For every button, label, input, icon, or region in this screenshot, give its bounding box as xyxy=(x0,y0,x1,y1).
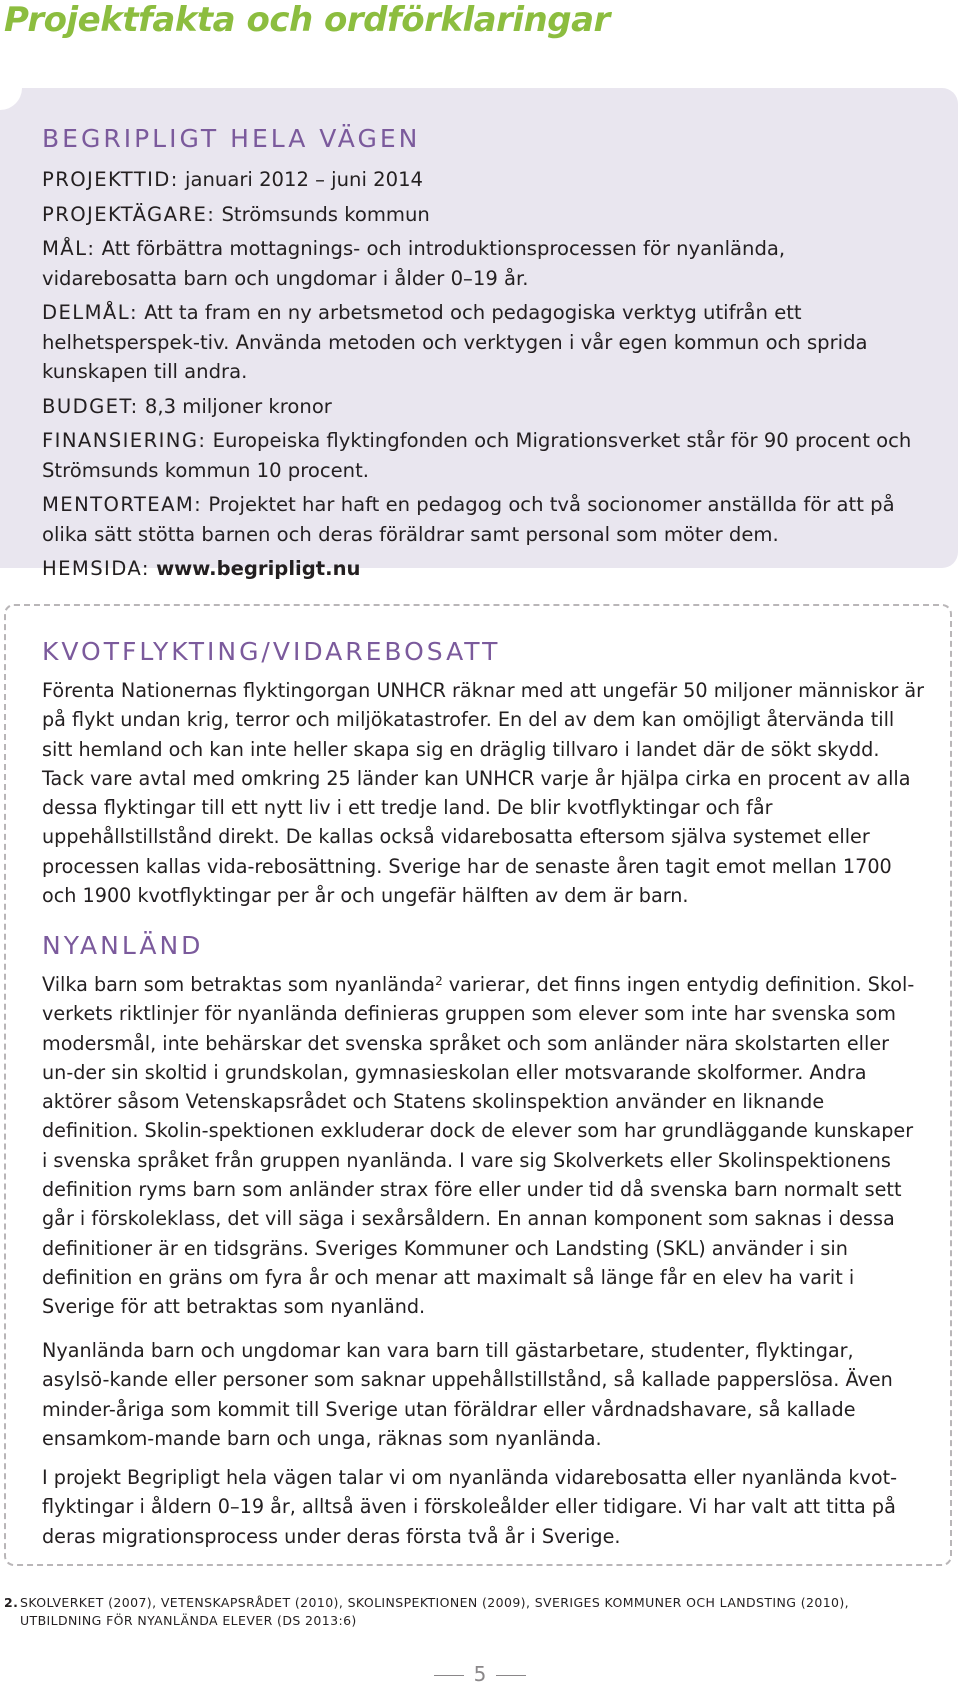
fact-text: 8,3 miljoner kronor xyxy=(138,394,332,418)
website-link[interactable]: www.begripligt.nu xyxy=(156,557,361,580)
website-label: HEMSIDA: xyxy=(42,557,150,580)
fact-item xyxy=(42,392,922,422)
nyanland-paragraph-2: Nyanlända barn och ungdomar kan vara barn till gästarbetare, studenter, flyktingar, asylsö-kande eller personer som saknar uppehållstillstånd, så kallade papperslösa. Även minder-åriga som kommit till Sverige utan föräldrar eller vårdnadshavare, så kallade ensamkom-mande barn och unga, räknas som nyanlända. xyxy=(42,1339,893,1450)
fact-item-website xyxy=(42,554,922,584)
kvotflykting-heading: KVOTFLYKTING/VIDAREBOSATT xyxy=(42,637,501,666)
fact-text: Att förbättra mottagnings- och introduktionsprocessen för nyanlända, vidarebosatta barn och ungdomar i ålder 0–19 år. xyxy=(42,237,786,290)
page-number xyxy=(0,1662,960,1686)
fact-label: DELMÅL: xyxy=(42,301,139,324)
fact-label: MENTORTEAM: xyxy=(42,493,203,516)
fact-item xyxy=(42,165,922,195)
fact-text: Projektet har haft en pedagog och två socionomer anställda för att på olika sätt stötta barnen och deras föräldrar samt personal som möter dem. xyxy=(42,493,895,546)
kvotflykting-text: Förenta Nationernas flyktingorgan UNHCR räknar med att ungefär 50 miljoner människor är på flykt undan krig, terror och miljökatastrofer. En del av dem kan omöjligt återvända till sitt hemland och kan inte heller skapa sig en dräglig tillvaro i landet där de sökt skydd. Tack vare avtal med omkring 25 länder kan UNHCR varje år hjälpa cirka en procent av alla dessa flyktingar till ett nytt liv i ett tredje land. De blir kvotflyktingar och får uppehållstillstånd direkt. De kallas också vidarebosatta eftersom själva systemet eller processen kallas vida-rebosättning. Sverige har de senaste åren tagit emot mellan 1700 och 1900 kvotflyktingar per år och ungefär hälften av dem är barn. xyxy=(42,679,924,908)
page-title: Projektfakta och ordförklaringar xyxy=(4,0,610,40)
fact-item xyxy=(42,298,922,387)
fact-label: PROJEKTTID: xyxy=(42,168,179,191)
fact-item xyxy=(42,426,922,485)
nyanland-paragraph-3: I projekt Begripligt hela vägen talar vi om nyanlända vidarebosatta eller nyanlända kvot-flyktingar i åldern 0–19 år, alltså även i förskoleålder eller tidigare. Vi har valt att titta på deras migrationsprocess under deras första två år i Sverige. xyxy=(42,1466,898,1548)
fact-label: MÅL: xyxy=(42,237,96,260)
project-facts-list xyxy=(42,165,922,589)
fact-label: BUDGET: xyxy=(42,394,139,418)
fact-item xyxy=(42,234,922,293)
page-number-rule-right xyxy=(496,1675,526,1676)
nyanland-p1-start: Vilka barn som betraktas som nyanlända xyxy=(42,973,436,996)
fact-text: Europeiska flyktingfonden och Migrationsverket står för 90 procent och Strömsunds kommun 10 procent. xyxy=(42,429,912,482)
nyanland-heading: NYANLÄND xyxy=(42,931,204,960)
fact-label: FINANSIERING: xyxy=(42,429,207,452)
footnote-text: SKOLVERKET (2007), VETENSKAPSRÅDET (2010), SKOLINSPEKTIONEN (2009), SVERIGES KOMMUNER OCH LANDSTING (2010), UTBILDNING FÖR NYANLÄNDA ELEVER (DS 2013:6) xyxy=(20,1595,850,1628)
nyanland-paragraph-1 xyxy=(42,970,924,1322)
fact-text: Att ta fram en ny arbetsmetod och pedagogiska verktyg utifrån ett helhetsperspek-tiv. Använda metoden och verktygen i vår egen kommun och sprida kunskapen till andra. xyxy=(42,301,868,383)
page-number-value: 5 xyxy=(473,1662,487,1686)
footnote xyxy=(4,1594,934,1630)
footnote-number: 2. xyxy=(4,1595,19,1610)
page-number-rule-left xyxy=(434,1675,464,1676)
fact-label: PROJEKTÄGARE: xyxy=(42,202,216,226)
fact-item xyxy=(42,200,922,230)
project-facts-title: BEGRIPLIGT HELA VÄGEN xyxy=(42,124,421,153)
nyanland-p1-rest: varierar, det finns ingen entydig definition. Skol-verkets riktlinjer för nyanlända definieras gruppen som elever som inte har svenska som modersmål, inte behärskar det svenska språket och som anländer nära skolstarten eller un-der sin skoltid i grundskolan, gymnasieskolan eller motsvarande skolformer. Andra aktörer såsom Vetenskapsrådet och Statens skolinspektion använder en liknande definition. Skolin-spektionen exkluderar dock de elever som har grundläggande kunskaper i svenska språket från gruppen nyanlända. I vare sig Skolverkets eller Skolinspektionens definition ryms barn som anländer strax före eller under tid då svenska barn normalt sett går i förskoleklass, det vill säga i sexårsåldern. En annan komponent som saknas i dessa definitioner är en tidsgräns. Sveriges Kommuner och Landsting (SKL) använder i sin definition en gräns om fyra år och menar att maximalt så länge får en elev ha varit i Sverige för att betraktas som nyanländ. xyxy=(42,973,915,1319)
footnote-ref: 2 xyxy=(435,974,443,988)
fact-text: Strömsunds kommun xyxy=(215,202,430,226)
fact-item xyxy=(42,490,922,549)
fact-text: januari 2012 – juni 2014 xyxy=(178,168,423,191)
